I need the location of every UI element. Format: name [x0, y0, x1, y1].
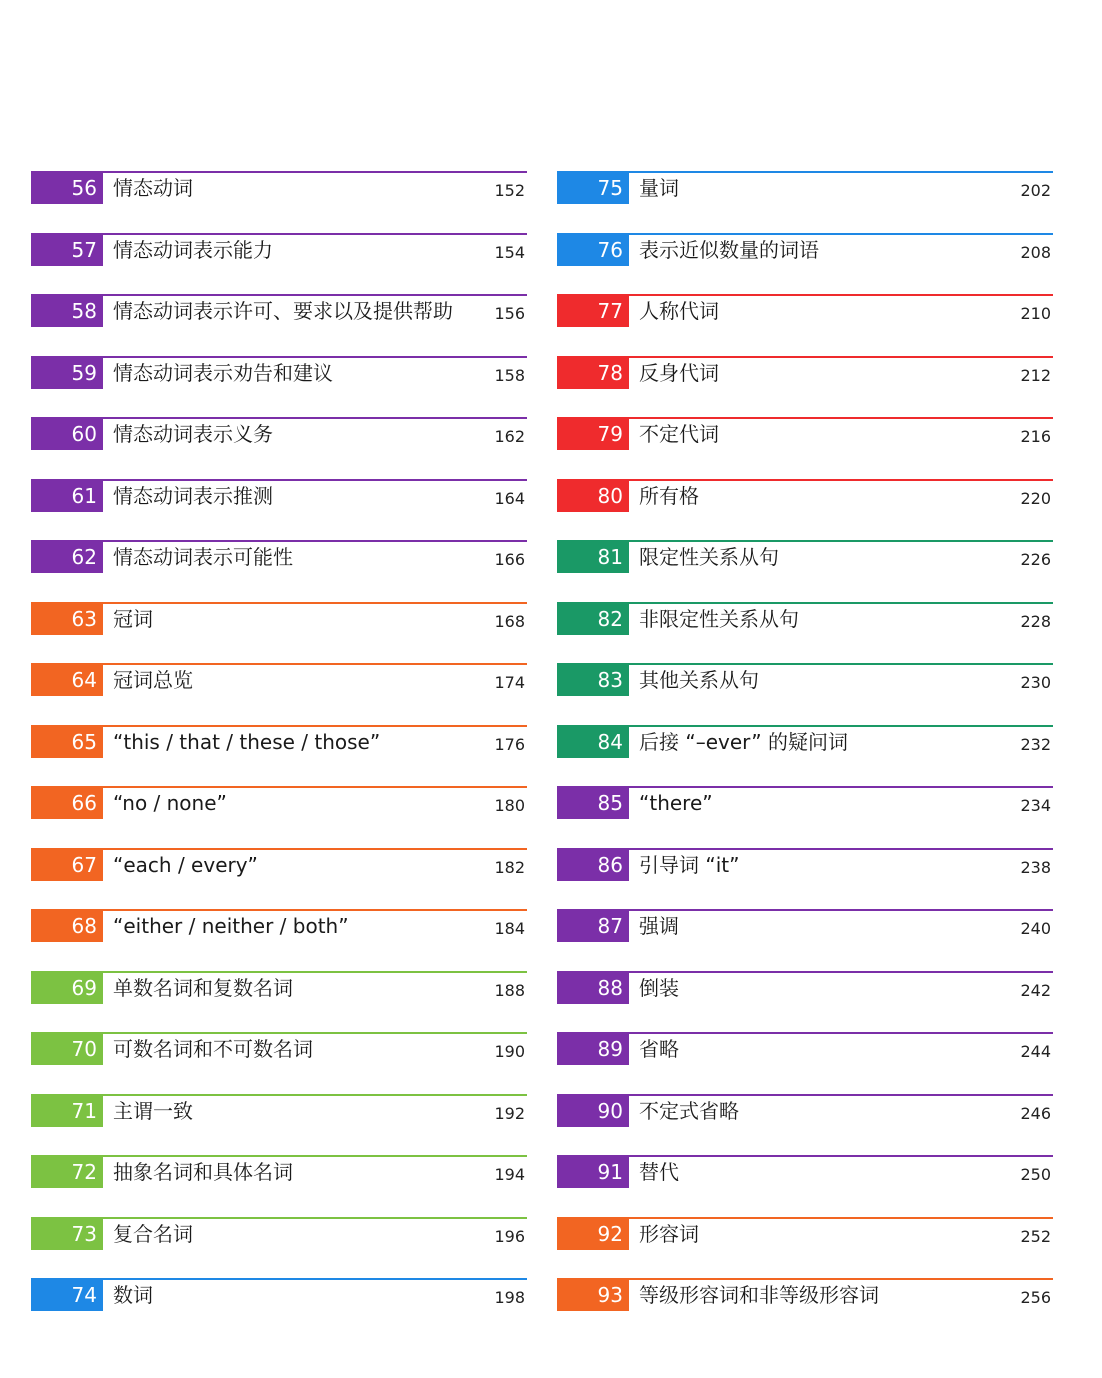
toc-entry[interactable] — [557, 294, 1053, 328]
chapter-number: 71 — [31, 1096, 103, 1127]
toc-entry[interactable] — [31, 1278, 527, 1312]
chapter-number: 85 — [557, 788, 629, 819]
page-number: 168 — [494, 611, 525, 631]
toc-entry[interactable] — [557, 171, 1053, 205]
chapter-title: 倒装 — [639, 975, 679, 1000]
page-number: 234 — [1020, 796, 1051, 815]
chapter-title: “each / every” — [113, 852, 258, 877]
toc-entry[interactable] — [557, 786, 1053, 820]
toc-entry[interactable] — [557, 356, 1053, 390]
chapter-title: 复合名词 — [113, 1221, 193, 1246]
chapter-title: 替代 — [639, 1160, 679, 1184]
toc-entry[interactable] — [31, 171, 527, 205]
chapter-number: 92 — [557, 1219, 629, 1250]
chapter-title: “this / that / these / those” — [113, 729, 381, 754]
chapter-title: 表示近似数量的词语 — [639, 237, 819, 262]
page-number: 228 — [1020, 611, 1051, 631]
entry-rule — [557, 602, 1053, 604]
toc-entry[interactable] — [557, 1094, 1053, 1128]
chapter-title: 引导词 “it” — [639, 852, 740, 877]
entry-rule — [557, 971, 1053, 973]
chapter-number: 70 — [31, 1034, 103, 1065]
chapter-title: 冠词 — [113, 606, 153, 631]
toc-entry[interactable] — [31, 725, 527, 759]
page-number: 184 — [494, 919, 525, 938]
chapter-number: 76 — [557, 235, 629, 266]
chapter-title: 不定式省略 — [639, 1098, 739, 1123]
chapter-number: 93 — [557, 1280, 629, 1311]
toc-entry[interactable] — [31, 786, 527, 820]
toc-entry[interactable] — [557, 233, 1053, 267]
entry-rule — [557, 848, 1053, 850]
toc-entry[interactable] — [31, 848, 527, 882]
chapter-title: 数词 — [113, 1283, 153, 1307]
chapter-number: 81 — [557, 542, 629, 573]
toc-entry[interactable] — [557, 848, 1053, 882]
entry-rule — [557, 1217, 1053, 1219]
chapter-title: 量词 — [639, 176, 679, 200]
toc-entry[interactable] — [557, 725, 1053, 759]
toc-entry[interactable] — [31, 1217, 527, 1251]
chapter-title: “no / none” — [113, 791, 227, 815]
chapter-number: 78 — [557, 358, 629, 389]
page-number: 174 — [494, 673, 525, 692]
chapter-title: 主谓一致 — [113, 1098, 193, 1123]
toc-entry[interactable] — [31, 294, 527, 328]
toc-entry[interactable] — [557, 1217, 1053, 1251]
toc-entry[interactable] — [31, 663, 527, 697]
entry-rule — [31, 848, 527, 850]
page-number: 194 — [494, 1165, 525, 1184]
chapter-number: 58 — [31, 296, 103, 327]
toc-entry[interactable] — [31, 1155, 527, 1189]
toc-entry[interactable] — [557, 1155, 1053, 1189]
page-number: 252 — [1020, 1226, 1051, 1246]
toc-entry[interactable] — [557, 479, 1053, 513]
chapter-number: 69 — [31, 973, 103, 1004]
toc-entry[interactable] — [31, 602, 527, 636]
chapter-title: “either / neither / both” — [113, 914, 349, 938]
page-number: 154 — [494, 242, 525, 262]
entry-rule — [557, 479, 1053, 481]
chapter-number: 62 — [31, 542, 103, 573]
page-number: 202 — [1020, 181, 1051, 200]
chapter-title: 冠词总览 — [113, 668, 193, 692]
page-number: 246 — [1020, 1103, 1051, 1123]
entry-rule — [557, 417, 1053, 419]
entry-rule — [31, 786, 527, 788]
toc-entry[interactable] — [31, 1094, 527, 1128]
page-number: 208 — [1020, 242, 1051, 262]
entry-rule — [557, 356, 1053, 358]
chapter-number: 61 — [31, 481, 103, 512]
entry-rule — [31, 602, 527, 604]
entry-rule — [557, 171, 1053, 173]
chapter-number: 67 — [31, 850, 103, 881]
chapter-number: 75 — [557, 173, 629, 204]
toc-entry[interactable] — [31, 417, 527, 451]
entry-rule — [31, 663, 527, 665]
chapter-number: 84 — [557, 727, 629, 758]
entry-rule — [557, 1155, 1053, 1157]
chapter-number: 89 — [557, 1034, 629, 1065]
chapter-title: 抽象名词和具体名词 — [113, 1160, 293, 1184]
chapter-title: 情态动词表示推测 — [113, 483, 273, 508]
toc-entry[interactable] — [31, 479, 527, 513]
toc-entry[interactable] — [557, 1032, 1053, 1066]
entry-rule — [557, 294, 1053, 296]
chapter-number: 57 — [31, 235, 103, 266]
chapter-number: 80 — [557, 481, 629, 512]
toc-entry[interactable] — [31, 1032, 527, 1066]
page-number: 242 — [1020, 980, 1051, 1000]
page-number: 220 — [1020, 488, 1051, 508]
chapter-title: 形容词 — [639, 1221, 699, 1246]
chapter-title: 等级形容词和非等级形容词 — [639, 1283, 879, 1307]
chapter-number: 87 — [557, 911, 629, 942]
chapter-number: 73 — [31, 1219, 103, 1250]
chapter-number: 59 — [31, 358, 103, 389]
chapter-number: 66 — [31, 788, 103, 819]
toc-entry[interactable] — [557, 909, 1053, 943]
page-number: 158 — [494, 365, 525, 385]
entry-rule — [31, 1278, 527, 1280]
chapter-number: 63 — [31, 604, 103, 635]
chapter-title: 强调 — [639, 914, 679, 938]
page-number: 212 — [1020, 365, 1051, 385]
chapter-title: 情态动词表示劝告和建议 — [113, 360, 333, 385]
page-number: 156 — [494, 304, 525, 323]
chapter-title: 单数名词和复数名词 — [113, 975, 293, 1000]
page-number: 190 — [494, 1042, 525, 1061]
chapter-number: 68 — [31, 911, 103, 942]
toc-entry[interactable] — [557, 602, 1053, 636]
page-number: 164 — [494, 488, 525, 508]
chapter-number: 72 — [31, 1157, 103, 1188]
chapter-number: 86 — [557, 850, 629, 881]
entry-rule — [31, 1094, 527, 1096]
page-number: 210 — [1020, 304, 1051, 323]
chapter-title: 限定性关系从句 — [639, 545, 779, 569]
chapter-title: 不定代词 — [639, 422, 719, 446]
page-number: 250 — [1020, 1165, 1051, 1184]
page-number: 232 — [1020, 734, 1051, 754]
chapter-number: 79 — [557, 419, 629, 450]
chapter-title: 反身代词 — [639, 360, 719, 385]
chapter-title: 情态动词表示能力 — [113, 237, 273, 262]
toc-entry[interactable] — [557, 540, 1053, 574]
chapter-number: 65 — [31, 727, 103, 758]
toc-entry[interactable] — [31, 909, 527, 943]
page-number: 226 — [1020, 550, 1051, 569]
chapter-title: 情态动词表示义务 — [113, 422, 273, 446]
page-number: 192 — [494, 1103, 525, 1123]
entry-rule — [557, 1032, 1053, 1034]
page-number: 244 — [1020, 1042, 1051, 1061]
entry-rule — [557, 663, 1053, 665]
chapter-title: 可数名词和不可数名词 — [113, 1037, 313, 1061]
entry-rule — [31, 1217, 527, 1219]
chapter-number: 74 — [31, 1280, 103, 1311]
page-number: 176 — [494, 734, 525, 754]
chapter-title: 情态动词表示许可、要求以及提供帮助 — [113, 299, 453, 323]
page-number: 238 — [1020, 857, 1051, 877]
entry-rule — [31, 479, 527, 481]
entry-rule — [31, 171, 527, 173]
toc-entry[interactable] — [557, 1278, 1053, 1312]
chapter-number: 64 — [31, 665, 103, 696]
toc-entry[interactable] — [557, 663, 1053, 697]
chapter-title: 所有格 — [639, 483, 699, 508]
entry-rule — [31, 233, 527, 235]
page-number: 196 — [494, 1226, 525, 1246]
chapter-title: “there” — [639, 791, 713, 815]
page-number: 182 — [494, 857, 525, 877]
toc-entry[interactable] — [557, 971, 1053, 1005]
page-number: 188 — [494, 980, 525, 1000]
chapter-title: 非限定性关系从句 — [639, 606, 799, 631]
entry-rule — [31, 417, 527, 419]
chapter-number: 60 — [31, 419, 103, 450]
page-number: 198 — [494, 1288, 525, 1307]
entry-rule — [557, 540, 1053, 542]
chapter-number: 90 — [557, 1096, 629, 1127]
page-number: 180 — [494, 796, 525, 815]
chapter-number: 82 — [557, 604, 629, 635]
chapter-number: 56 — [31, 173, 103, 204]
chapter-title: 后接 “–ever” 的疑问词 — [639, 729, 848, 754]
entry-rule — [557, 909, 1053, 911]
chapter-title: 省略 — [639, 1037, 679, 1061]
page-number: 216 — [1020, 427, 1051, 446]
chapter-number: 77 — [557, 296, 629, 327]
page-number: 256 — [1020, 1288, 1051, 1307]
page-number: 240 — [1020, 919, 1051, 938]
page-number: 152 — [494, 181, 525, 200]
chapter-number: 83 — [557, 665, 629, 696]
chapter-title: 其他关系从句 — [639, 668, 759, 692]
page-number: 230 — [1020, 673, 1051, 692]
toc-entry[interactable] — [31, 233, 527, 267]
entry-rule — [557, 1094, 1053, 1096]
chapter-title: 情态动词表示可能性 — [113, 545, 293, 569]
chapter-number: 91 — [557, 1157, 629, 1188]
chapter-title: 人称代词 — [639, 299, 719, 323]
toc-entry[interactable] — [557, 417, 1053, 451]
page-number: 162 — [494, 427, 525, 446]
toc-entry[interactable] — [31, 356, 527, 390]
chapter-number: 88 — [557, 973, 629, 1004]
toc-entry[interactable] — [31, 971, 527, 1005]
toc-entry[interactable] — [31, 540, 527, 574]
entry-rule — [557, 786, 1053, 788]
page-number: 166 — [494, 550, 525, 569]
chapter-title: 情态动词 — [113, 176, 193, 200]
